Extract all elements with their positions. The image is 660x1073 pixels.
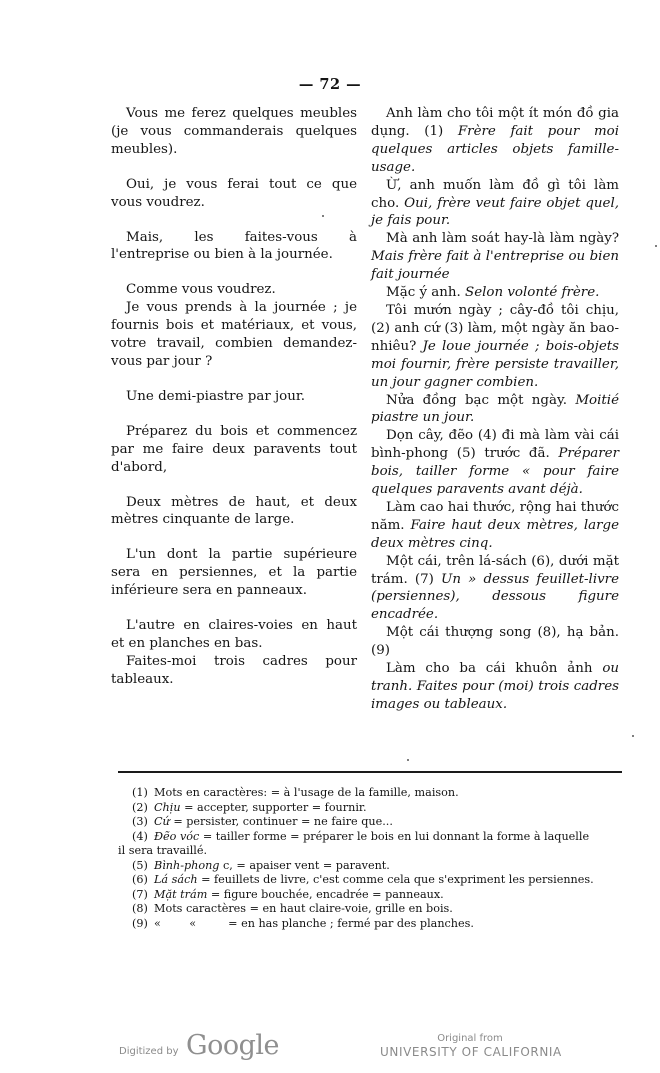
print-speck: [407, 759, 409, 761]
french-paragraph: Mais, les faites-vous à l'entreprise ou bien à la journée.: [111, 229, 357, 263]
footnote-term: Cứ: [154, 815, 170, 828]
footnote: [118, 786, 622, 801]
footnote-mark: (1): [132, 786, 148, 799]
footnote-divider: [118, 771, 622, 773]
original-from-label: Original from: [437, 1033, 503, 1044]
university-label: UNIVERSITY OF CALIFORNIA: [380, 1045, 562, 1059]
footnote-term: Đẽo vóc: [154, 829, 200, 843]
footnote-text: = tailler forme = préparer le bois en lui donnant la forme à laquelle: [199, 829, 590, 843]
french-paragraph: Je vous prends à la journée ; je fournis bois et matériaux, et vous, votre travail, combien demandez-vous par jour ?: [111, 300, 357, 369]
google-logo: Google: [186, 1030, 279, 1061]
vietnamese-text: Mặc ý anh.: [386, 285, 466, 301]
gloss-text: Je loue journée ; bois-objets moi fournir, frère persiste travailler, un jour gagner combien.: [371, 338, 619, 390]
vietnamese-paragraph: [371, 177, 619, 231]
footnote: [118, 801, 622, 816]
vietnamese-text: Dọn cây, đẽo (4) đi mà làm vài cái bình-phong (5) trước đã.: [371, 428, 619, 462]
footnote: [118, 859, 622, 874]
french-paragraph: L'autre en claires-voies en haut et en planches en bas.: [111, 618, 357, 651]
footnote-text: = persister, continuer = ne faire que...: [169, 815, 393, 828]
vietnamese-column: [371, 105, 619, 714]
footnote-mark: (2): [132, 800, 148, 814]
footnote: [118, 917, 622, 932]
french-paragraph: L'un dont la partie supérieure sera en persiennes, et la partie inférieure sera en panneaux.: [111, 547, 357, 599]
footnotes: [118, 786, 622, 931]
footnote-text: = à l'usage de la famille, maison.: [267, 786, 459, 799]
footnote-text: = en has planche ; fermé par des planches.: [196, 916, 474, 930]
vietnamese-paragraph: [371, 392, 619, 428]
digitization-footer: [0, 1028, 660, 1068]
footnote-term: Mots caractères: [154, 902, 247, 915]
vietnamese-text: Ừ, anh muốn làm đồ gì tôi làm cho.: [371, 177, 619, 211]
footnote-mark: (6): [132, 873, 148, 886]
vietnamese-text: Mà anh làm soát hay-là làm ngày?: [386, 231, 619, 247]
french-paragraph: Comme vous voudrez.: [126, 282, 276, 298]
footnote: [118, 815, 622, 830]
footnote: [118, 873, 622, 888]
footnote-text: c, = apaiser vent = paravent.: [219, 858, 390, 872]
footnote-mark: (8): [132, 902, 148, 915]
french-paragraph: Deux mètres de haut, et deux mètres cinquante de large.: [111, 494, 357, 528]
footnote-term: Bình-phong: [154, 858, 220, 872]
vietnamese-paragraph: [371, 553, 619, 625]
gloss-text: Préparer bois, tailler forme « pour faire quelques paravents avant déjà.: [371, 446, 619, 498]
footnote-text: = figure bouchée, encadrée = panneaux.: [207, 887, 444, 901]
vietnamese-text: Anh làm cho tôi một ít món đồ gia dụng. (1): [371, 106, 619, 139]
vietnamese-text: Một cái thượng song (8), hạ bản. (9): [371, 625, 619, 659]
vietnamese-paragraph: [371, 230, 619, 284]
digitized-by-label: Digitized by: [119, 1046, 179, 1057]
footnote-term: Mặt trám: [154, 887, 208, 901]
vietnamese-paragraph: [371, 105, 619, 177]
vietnamese-paragraph: [371, 499, 619, 553]
print-speck: [322, 215, 324, 217]
footnote-term: Chịu: [154, 800, 181, 814]
footnote-mark: (9): [132, 916, 148, 930]
french-paragraph: Oui, je vous ferai tout ce que vous voudrez.: [111, 176, 357, 210]
footnote-term: Lá sách: [154, 873, 198, 886]
footnote-term: « «: [154, 916, 197, 930]
vietnamese-text: Tôi mướn ngày ; cây-đồ tôi chịu, (2) anh cứ (3) làm, một ngày ăn bao-nhiêu?: [371, 302, 619, 354]
footnote-mark: (3): [132, 815, 148, 828]
print-speck: [655, 245, 657, 247]
print-speck: [632, 735, 634, 737]
vietnamese-text: Nửa đồng bạc một ngày.: [386, 392, 576, 408]
footnote: [118, 844, 622, 859]
vietnamese-text: Một cái, trên lá-sách (6), dưới mặt trám. (7): [371, 553, 619, 587]
french-paragraph: Faites-moi trois cadres pour tableaux.: [111, 653, 357, 687]
french-column: [111, 105, 357, 689]
french-paragraph: Préparez du bois et commencez par me faire deux paravents tout d'abord,: [111, 423, 357, 475]
gloss-text: Mais frère fait à l'entreprise ou bien fait journée: [371, 249, 619, 283]
footnote-mark: (5): [132, 858, 148, 872]
french-paragraph: Une demi-piastre par jour.: [126, 388, 306, 404]
vietnamese-paragraph: [371, 284, 619, 302]
footnote-term: Mots en caractères:: [154, 786, 268, 799]
gloss-text: Frère fait pour moi quelques articles objets famille-usage.: [371, 123, 619, 175]
vietnamese-paragraph: [371, 660, 619, 714]
gloss-text: Faire haut deux mètres, large deux mètres cinq.: [371, 517, 620, 551]
gloss-text: Selon volonté frère.: [465, 285, 600, 301]
footnote-text: = en haut claire-voie, grille en bois.: [246, 902, 453, 915]
vietnamese-text: Làm cho ba cái khuôn ảnh: [386, 661, 603, 677]
footnote: [118, 830, 622, 845]
vietnamese-paragraph: [371, 302, 619, 392]
vietnamese-paragraph: [371, 427, 619, 499]
gloss-text: Moitié piastre un jour.: [371, 392, 619, 426]
page-number: — 72 —: [298, 76, 362, 93]
footnote-text: = accepter, supporter = fournir.: [180, 800, 367, 814]
footnote: [118, 902, 622, 917]
gloss-text: ou tranh. Faites pour (moi) trois cadres images ou tableaux.: [371, 661, 619, 712]
footnote-text: = feuillets de livre, c'est comme cela que s'expriment les persiennes.: [197, 873, 594, 886]
footnote-mark: (7): [132, 887, 148, 901]
footnote: [118, 888, 622, 903]
footnote-mark: (4): [132, 829, 148, 843]
gloss-text: Oui, frère veut faire objet quel, je fais pour.: [371, 195, 620, 229]
gloss-text: Un » dessus feuillet-livre (persiennes), dessous figure encadrée.: [371, 571, 620, 623]
french-paragraph: Vous me ferez quelques meubles (je vous commanderais quelques meubles).: [111, 106, 357, 157]
footnote-text: il sera travaillé.: [118, 844, 208, 857]
vietnamese-text: Làm cao hai thước, rộng hai thước năm.: [371, 499, 619, 533]
vietnamese-paragraph: [371, 624, 619, 660]
